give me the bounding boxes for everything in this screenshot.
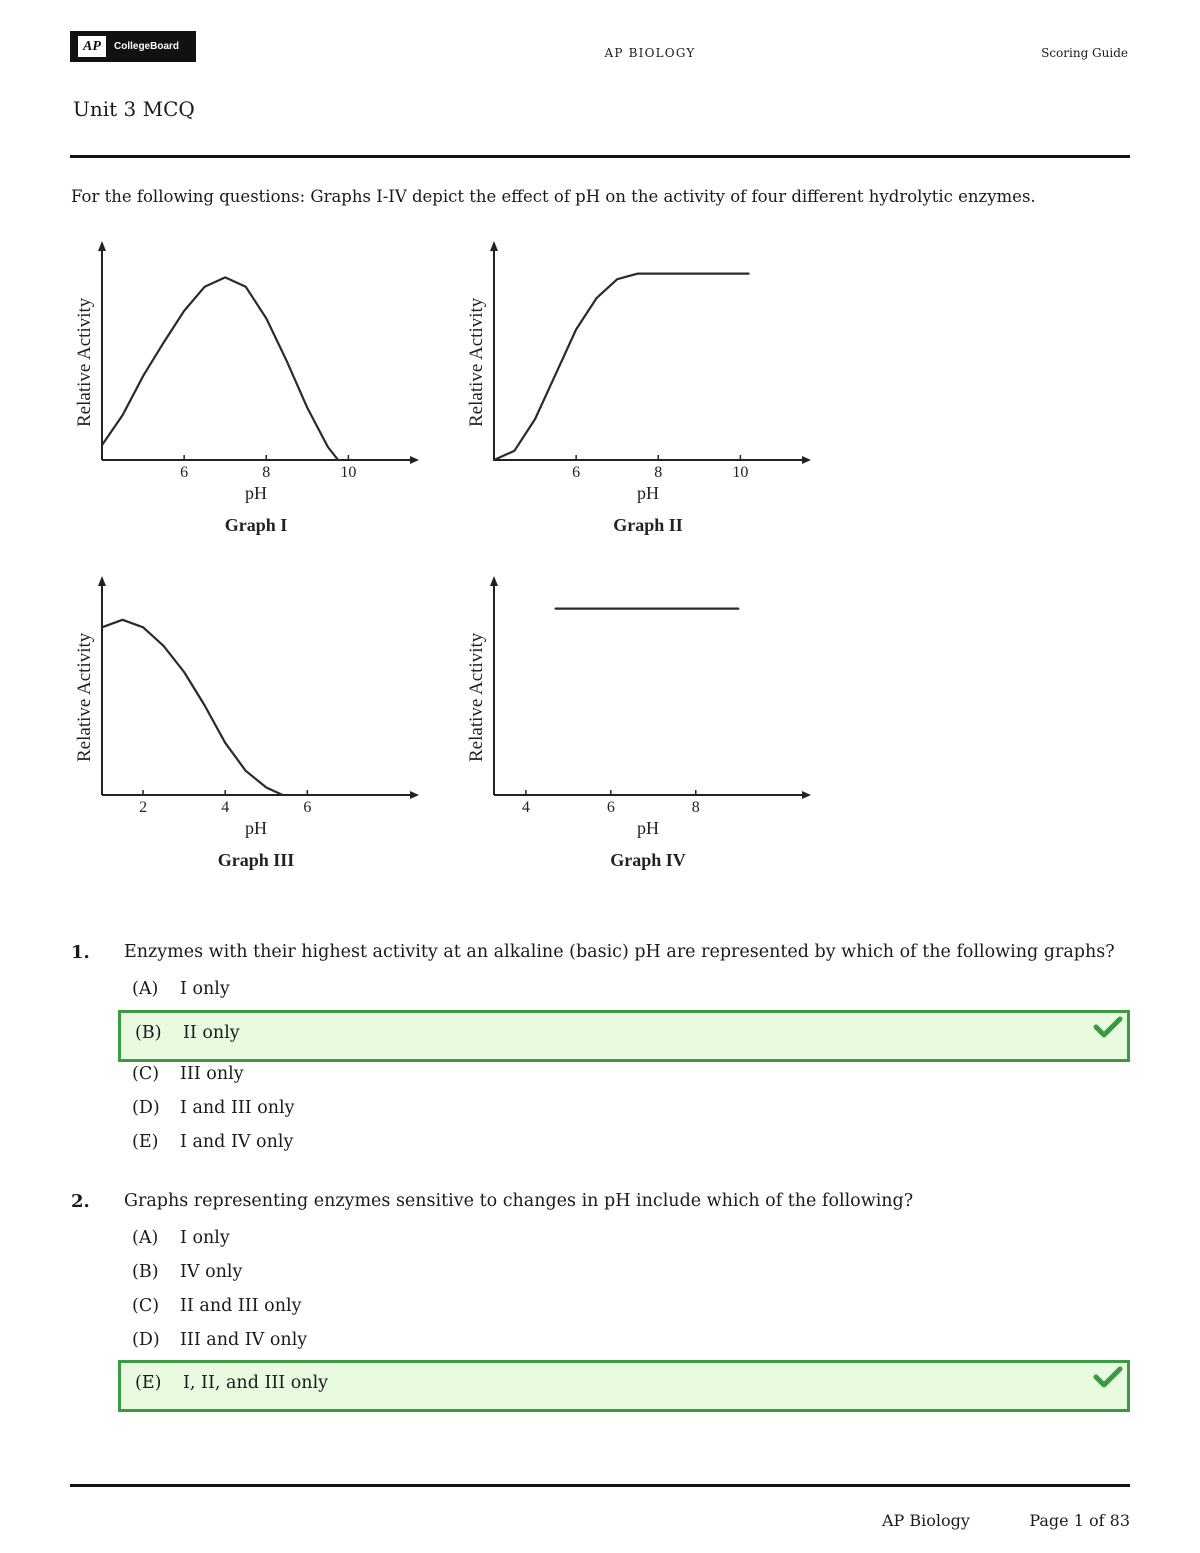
y-axis-arrow — [98, 576, 106, 586]
graph-plot-area — [70, 235, 430, 475]
question-2-text: Graphs representing enzymes sensitive to changes in pH include which of the following? — [124, 1191, 914, 1211]
question-1-text: Enzymes with their highest activity at an alkaline (basic) pH are represented by which of the following graphs? — [124, 942, 1115, 962]
option-text: III and IV only — [180, 1330, 308, 1350]
x-axis-arrow — [410, 456, 419, 464]
x-tick-label: 8 — [262, 464, 271, 481]
option-text: I only — [180, 1228, 230, 1248]
question-1-number: 1. — [71, 942, 90, 963]
logo-ap-mark: AP — [78, 36, 106, 57]
q1-option-e[interactable] — [118, 1127, 1130, 1161]
graph-plot-area — [462, 570, 822, 810]
x-tick-label: 6 — [606, 799, 615, 816]
logo-collegeboard-text: CollegeBoard — [114, 41, 180, 52]
q1-option-b-correct[interactable] — [118, 1010, 1130, 1062]
x-axis-title: pH — [245, 483, 267, 503]
x-tick-label: 6 — [572, 464, 581, 481]
q2-option-e-correct[interactable] — [118, 1360, 1130, 1412]
option-text: I, II, and III only — [183, 1373, 329, 1393]
y-axis-title: Relative Activity — [466, 297, 487, 427]
graph-iv — [462, 570, 822, 890]
option-letter: (B) — [135, 1023, 162, 1043]
option-text: I and IV only — [180, 1132, 294, 1152]
activity-curve — [102, 620, 283, 795]
question-2-number: 2. — [71, 1191, 90, 1212]
x-tick-label: 6 — [303, 799, 312, 816]
y-axis-title: Relative Activity — [74, 297, 95, 427]
x-axis-arrow — [410, 791, 419, 799]
q2-option-a[interactable] — [118, 1223, 1130, 1257]
activity-curve — [494, 274, 749, 460]
page-title: Unit 3 MCQ — [73, 97, 195, 121]
x-tick-label: 4 — [221, 799, 230, 816]
graph-title: Graph III — [217, 850, 295, 870]
y-axis-arrow — [98, 241, 106, 251]
q2-option-b[interactable] — [118, 1257, 1130, 1291]
x-tick-label: 10 — [340, 464, 357, 481]
graph-ii — [462, 235, 822, 555]
option-letter: (C) — [132, 1064, 160, 1084]
footer-divider — [70, 1484, 1130, 1487]
option-letter: (B) — [132, 1262, 159, 1282]
graph-title: Graph II — [613, 515, 683, 535]
graph-title: Graph IV — [610, 850, 686, 870]
option-letter: (D) — [132, 1330, 160, 1350]
x-tick-label: 4 — [521, 799, 530, 816]
x-tick-label: 8 — [654, 464, 663, 481]
x-axis-arrow — [802, 456, 811, 464]
q1-option-c[interactable] — [118, 1059, 1130, 1093]
y-axis-title: Relative Activity — [74, 632, 95, 762]
graph-iii — [70, 570, 430, 890]
x-axis-title: pH — [637, 483, 659, 503]
check-icon — [1093, 1015, 1123, 1039]
option-text: IV only — [180, 1262, 243, 1282]
q2-option-c[interactable] — [118, 1291, 1130, 1325]
ap-collegeboard-logo — [70, 31, 196, 62]
option-text: II only — [183, 1023, 240, 1043]
graph-plot-area — [70, 570, 430, 810]
option-text: III only — [180, 1064, 244, 1084]
option-letter: (E) — [135, 1373, 162, 1393]
x-axis-title: pH — [637, 818, 659, 838]
q1-option-a[interactable] — [118, 974, 1130, 1008]
option-letter: (C) — [132, 1296, 160, 1316]
y-axis-arrow — [490, 576, 498, 586]
activity-curve — [102, 277, 338, 460]
header-scoring-guide: Scoring Guide — [1041, 46, 1128, 60]
x-tick-label: 6 — [180, 464, 189, 481]
option-text: II and III only — [180, 1296, 302, 1316]
x-tick-label: 8 — [691, 799, 700, 816]
graph-i — [70, 235, 430, 555]
x-tick-label: 10 — [732, 464, 749, 481]
header-divider — [70, 155, 1130, 158]
x-axis-arrow — [802, 791, 811, 799]
option-letter: (D) — [132, 1098, 160, 1118]
option-letter: (A) — [132, 1228, 159, 1248]
y-axis-title: Relative Activity — [466, 632, 487, 762]
check-icon — [1093, 1365, 1123, 1389]
y-axis-arrow — [490, 241, 498, 251]
footer-subject: AP Biology — [882, 1511, 970, 1530]
q2-option-d[interactable] — [118, 1325, 1130, 1359]
graph-title: Graph I — [224, 515, 288, 535]
option-letter: (A) — [132, 979, 159, 999]
q1-option-d[interactable] — [118, 1093, 1130, 1127]
x-axis-title: pH — [245, 818, 267, 838]
option-letter: (E) — [132, 1132, 159, 1152]
intro-text: For the following questions: Graphs I-IV depict the effect of pH on the activity of four different hydrolytic enzymes. — [71, 187, 1036, 206]
page-number: Page 1 of 83 — [1029, 1511, 1130, 1530]
header-subject: AP BIOLOGY — [604, 46, 696, 60]
x-tick-label: 2 — [139, 799, 148, 816]
graph-plot-area — [462, 235, 822, 475]
option-text: I and III only — [180, 1098, 295, 1118]
option-text: I only — [180, 979, 230, 999]
